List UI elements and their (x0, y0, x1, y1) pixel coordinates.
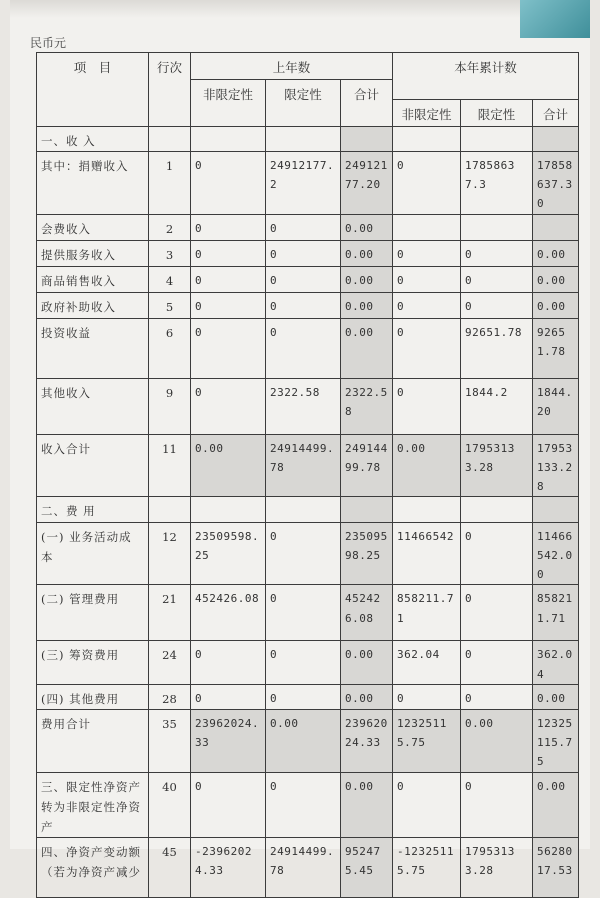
cell-prev-total: 0.00 (341, 318, 393, 378)
row-line-no: 45 (149, 838, 191, 898)
cell-prev-unrestricted: 23509598.25 (191, 522, 266, 585)
cell-prev-total: 0.00 (341, 772, 393, 837)
table-row (37, 318, 579, 378)
cell-curr-unrestricted (393, 497, 461, 522)
cell-curr-total: 92651.78 (533, 318, 579, 378)
cell-prev-restricted: 0 (266, 214, 341, 240)
cell-curr-restricted: 0 (461, 684, 533, 709)
cell-curr-total: 5628017.53 (533, 838, 579, 898)
header-prev-restricted: 限定性 (266, 79, 341, 126)
cell-curr-total (533, 214, 579, 240)
cell-curr-unrestricted (393, 214, 461, 240)
cell-prev-unrestricted: 0 (191, 151, 266, 214)
cell-prev-total: 24914499.78 (341, 434, 393, 497)
row-line-no: 2 (149, 214, 191, 240)
row-line-no: 24 (149, 641, 191, 685)
cell-curr-total: 0.00 (533, 772, 579, 837)
activity-statement-table (36, 52, 579, 898)
row-line-no (149, 126, 191, 151)
cell-curr-unrestricted: 0 (393, 772, 461, 837)
cell-prev-unrestricted (191, 126, 266, 151)
cell-prev-restricted: 0 (266, 240, 341, 266)
row-line-no (149, 497, 191, 522)
cell-curr-total: 0.00 (533, 292, 579, 318)
cell-curr-restricted: 17953133.28 (461, 434, 533, 497)
row-line-no: 1 (149, 151, 191, 214)
header-prev-unrestricted: 非限定性 (191, 79, 266, 126)
row-line-no: 4 (149, 266, 191, 292)
cell-curr-unrestricted: 12325115.75 (393, 709, 461, 772)
cell-prev-restricted: 0 (266, 641, 341, 685)
row-item: 商品销售收入 (37, 266, 149, 292)
cell-curr-unrestricted: 0 (393, 318, 461, 378)
teal-binder-corner (520, 0, 590, 38)
cell-prev-restricted: 0 (266, 318, 341, 378)
cell-prev-restricted: 0.00 (266, 709, 341, 772)
cell-curr-total: 0.00 (533, 684, 579, 709)
table-row (37, 522, 579, 585)
cell-prev-unrestricted: -23962024.33 (191, 838, 266, 898)
header-curr-total: 合计 (533, 99, 579, 126)
cell-curr-unrestricted: 362.04 (393, 641, 461, 685)
cell-curr-unrestricted: 0 (393, 292, 461, 318)
cell-curr-restricted: 17953133.28 (461, 838, 533, 898)
cell-prev-restricted: 24914499.78 (266, 434, 341, 497)
cell-prev-restricted (266, 126, 341, 151)
cell-prev-total: 0.00 (341, 641, 393, 685)
cell-curr-restricted (461, 126, 533, 151)
cell-prev-unrestricted: 23962024.33 (191, 709, 266, 772)
header-prev-year: 上年数 (191, 53, 393, 80)
cell-prev-restricted: 0 (266, 772, 341, 837)
cell-curr-restricted: 0.00 (461, 709, 533, 772)
cell-curr-restricted (461, 214, 533, 240)
cell-curr-unrestricted: -12325115.75 (393, 838, 461, 898)
row-item: (三) 筹资费用 (37, 641, 149, 685)
cell-curr-unrestricted: 0 (393, 266, 461, 292)
row-line-no: 28 (149, 684, 191, 709)
cell-prev-total: 23962024.33 (341, 709, 393, 772)
cell-prev-unrestricted: 452426.08 (191, 585, 266, 641)
cell-prev-restricted: 24914499.78 (266, 838, 341, 898)
currency-unit-label: 民币元 (30, 36, 67, 50)
row-item: 政府补助收入 (37, 292, 149, 318)
row-item: 收入合计 (37, 434, 149, 497)
cell-prev-restricted: 0 (266, 684, 341, 709)
cell-curr-restricted: 0 (461, 522, 533, 585)
cell-prev-total: 0.00 (341, 240, 393, 266)
table-row (37, 585, 579, 641)
header-curr-year: 本年累计数 (393, 53, 579, 100)
table-row (37, 126, 579, 151)
row-line-no: 21 (149, 585, 191, 641)
header-prev-total: 合计 (341, 79, 393, 126)
cell-prev-total: 452426.08 (341, 585, 393, 641)
table-row (37, 772, 579, 837)
cell-prev-restricted: 0 (266, 292, 341, 318)
row-line-no: 11 (149, 434, 191, 497)
cell-curr-restricted: 0 (461, 585, 533, 641)
cell-prev-unrestricted: 0 (191, 772, 266, 837)
table-row (37, 378, 579, 434)
table-row (37, 214, 579, 240)
cell-prev-restricted: 24912177.2 (266, 151, 341, 214)
cell-prev-total: 2322.58 (341, 378, 393, 434)
table-row (37, 641, 579, 685)
row-item: 四、净资产变动额（若为净资产减少 (37, 838, 149, 898)
row-item: 会费收入 (37, 214, 149, 240)
row-line-no: 6 (149, 318, 191, 378)
cell-prev-total (341, 126, 393, 151)
cell-prev-total: 952475.45 (341, 838, 393, 898)
table-row (37, 497, 579, 522)
cell-curr-total: 0.00 (533, 266, 579, 292)
row-item: 三、限定性净资产转为非限定性净资产 (37, 772, 149, 837)
cell-curr-restricted: 0 (461, 292, 533, 318)
cell-prev-total: 23509598.25 (341, 522, 393, 585)
cell-prev-unrestricted: 0 (191, 266, 266, 292)
header-curr-restricted: 限定性 (461, 99, 533, 126)
document-page (10, 0, 590, 880)
cell-curr-restricted: 0 (461, 266, 533, 292)
cell-prev-unrestricted: 0 (191, 292, 266, 318)
cell-prev-unrestricted: 0 (191, 240, 266, 266)
row-line-no: 3 (149, 240, 191, 266)
table-row (37, 709, 579, 772)
cell-prev-total (341, 497, 393, 522)
cell-prev-restricted: 0 (266, 522, 341, 585)
row-line-no: 35 (149, 709, 191, 772)
cell-curr-unrestricted: 0 (393, 684, 461, 709)
row-item: 其中：捐赠收入 (37, 151, 149, 214)
row-item: 费用合计 (37, 709, 149, 772)
cell-curr-restricted: 92651.78 (461, 318, 533, 378)
table-row (37, 240, 579, 266)
row-item: (四) 其他费用 (37, 684, 149, 709)
row-line-no: 40 (149, 772, 191, 837)
cell-curr-total: 362.04 (533, 641, 579, 685)
cell-curr-total: 858211.71 (533, 585, 579, 641)
cell-curr-unrestricted: 0 (393, 240, 461, 266)
cell-prev-total: 0.00 (341, 684, 393, 709)
row-item: (二) 管理费用 (37, 585, 149, 641)
cell-curr-unrestricted: 858211.71 (393, 585, 461, 641)
cell-curr-restricted: 0 (461, 772, 533, 837)
cell-prev-restricted: 0 (266, 585, 341, 641)
cell-curr-restricted (461, 497, 533, 522)
table-row (37, 151, 579, 214)
cell-prev-total: 0.00 (341, 292, 393, 318)
cell-prev-restricted (266, 497, 341, 522)
cell-curr-restricted: 17858637.3 (461, 151, 533, 214)
cell-curr-unrestricted: 11466542 (393, 522, 461, 585)
row-item: 提供服务收入 (37, 240, 149, 266)
cell-curr-unrestricted: 0 (393, 151, 461, 214)
row-line-no: 5 (149, 292, 191, 318)
cell-curr-total: 0.00 (533, 240, 579, 266)
header-line-no: 行次 (149, 53, 191, 127)
cell-prev-unrestricted: 0 (191, 684, 266, 709)
header-curr-unrestricted: 非限定性 (393, 99, 461, 126)
cell-prev-unrestricted: 0.00 (191, 434, 266, 497)
header-item: 项 目 (37, 53, 149, 127)
row-line-no: 9 (149, 378, 191, 434)
cell-curr-total (533, 497, 579, 522)
row-item: 投资收益 (37, 318, 149, 378)
cell-prev-total: 24912177.20 (341, 151, 393, 214)
cell-curr-total: 1844.20 (533, 378, 579, 434)
cell-curr-total: 11466542.00 (533, 522, 579, 585)
cell-curr-unrestricted: 0 (393, 378, 461, 434)
cell-prev-unrestricted: 0 (191, 214, 266, 240)
table-row (37, 684, 579, 709)
cell-curr-restricted: 0 (461, 641, 533, 685)
cell-curr-total (533, 126, 579, 151)
cell-curr-unrestricted (393, 126, 461, 151)
cell-prev-total: 0.00 (341, 266, 393, 292)
cell-prev-unrestricted: 0 (191, 378, 266, 434)
cell-prev-restricted: 2322.58 (266, 378, 341, 434)
cell-prev-total: 0.00 (341, 214, 393, 240)
cell-curr-unrestricted: 0.00 (393, 434, 461, 497)
cell-prev-unrestricted: 0 (191, 641, 266, 685)
row-line-no: 12 (149, 522, 191, 585)
cell-curr-restricted: 1844.2 (461, 378, 533, 434)
table-row (37, 838, 579, 898)
row-item: 其他收入 (37, 378, 149, 434)
cell-prev-restricted: 0 (266, 266, 341, 292)
row-item: (一) 业务活动成本 (37, 522, 149, 585)
cell-curr-total: 12325115.75 (533, 709, 579, 772)
cell-curr-total: 17953133.28 (533, 434, 579, 497)
table-row (37, 434, 579, 497)
cell-curr-total: 17858637.30 (533, 151, 579, 214)
cell-prev-unrestricted: 0 (191, 318, 266, 378)
table-row (37, 266, 579, 292)
cell-prev-unrestricted (191, 497, 266, 522)
row-item: 一、收 入 (37, 126, 149, 151)
cell-curr-restricted: 0 (461, 240, 533, 266)
table-row (37, 292, 579, 318)
row-item: 二、费 用 (37, 497, 149, 522)
